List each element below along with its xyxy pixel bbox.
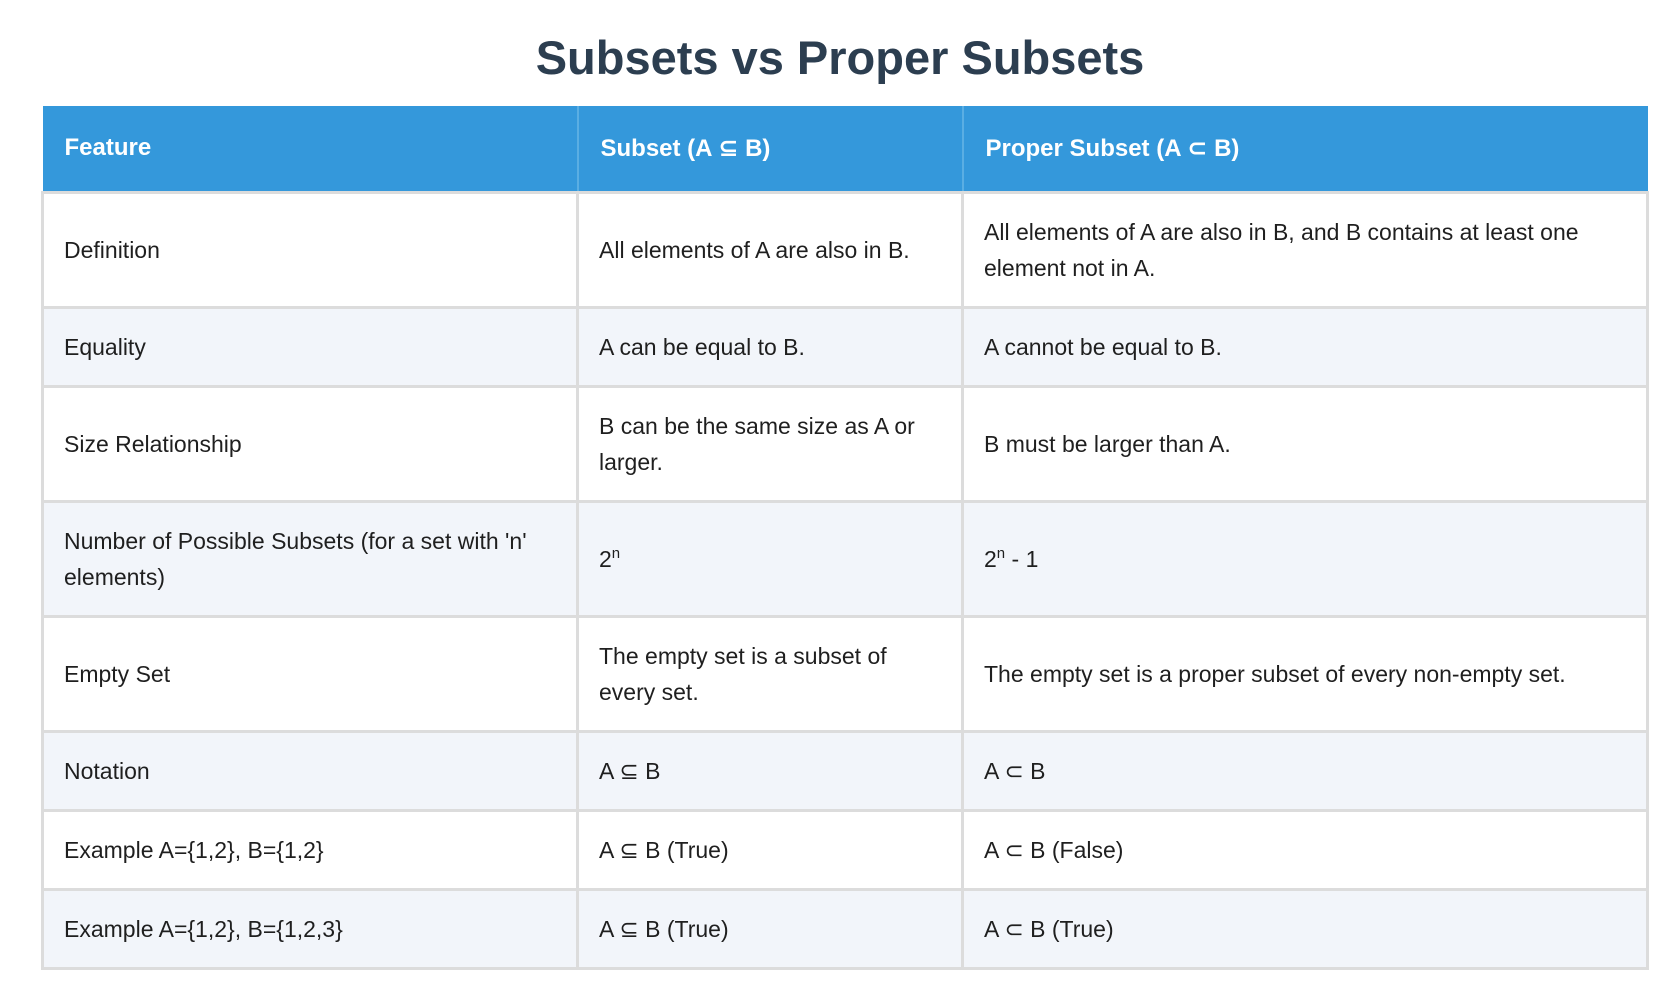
table-row [43,307,1648,386]
proper-subset-cell: All elements of A are also in B, and B contains at least one element not in A. [963,192,1648,307]
proper-count-suffix: - 1 [1005,545,1039,572]
comparison-table [41,106,1649,970]
feature-cell: Example A={1,2}, B={1,2} [43,810,578,889]
proper-subset-cell: The empty set is a proper subset of every non-empty set. [963,616,1648,731]
table-header-row [43,106,1648,192]
proper-subset-cell: A ⊂ B (True) [963,889,1648,968]
table-row [43,731,1648,810]
header-feature: Feature [43,106,578,192]
feature-cell: Example A={1,2}, B={1,2,3} [43,889,578,968]
proper-subset-cell: A ⊂ B [963,731,1648,810]
proper-count-base: 2 [984,545,997,572]
subset-cell: The empty set is a subset of every set. [578,616,963,731]
subset-count-exponent: n [611,544,621,562]
subset-cell: A can be equal to B. [578,307,963,386]
feature-cell: Number of Possible Subsets (for a set with 'n' elements) [43,501,578,616]
proper-count-exponent: n [996,544,1006,562]
header-proper-subset: Proper Subset (A ⊂ B) [963,106,1648,192]
subset-cell [578,501,963,616]
proper-subset-cell [963,501,1648,616]
feature-cell: Definition [43,192,578,307]
page-title: Subsets vs Proper Subsets [535,31,1145,84]
subset-count-base: 2 [599,545,612,572]
feature-cell: Notation [43,731,578,810]
subset-cell: All elements of A are also in B. [578,192,963,307]
subset-cell: A ⊆ B (True) [578,889,963,968]
subset-cell: B can be the same size as A or larger. [578,386,963,501]
header-subset: Subset (A ⊆ B) [578,106,963,192]
subset-cell: A ⊆ B [578,731,963,810]
feature-cell: Size Relationship [43,386,578,501]
table-row [43,192,1648,307]
feature-cell: Empty Set [43,616,578,731]
subset-cell: A ⊆ B (True) [578,810,963,889]
proper-subset-cell: A cannot be equal to B. [963,307,1648,386]
proper-subset-cell: B must be larger than A. [963,386,1648,501]
table-row [43,889,1648,968]
table-row [43,386,1648,501]
table-row [43,501,1648,616]
feature-cell: Equality [43,307,578,386]
proper-subset-cell: A ⊂ B (False) [963,810,1648,889]
table-row [43,616,1648,731]
table-row [43,810,1648,889]
